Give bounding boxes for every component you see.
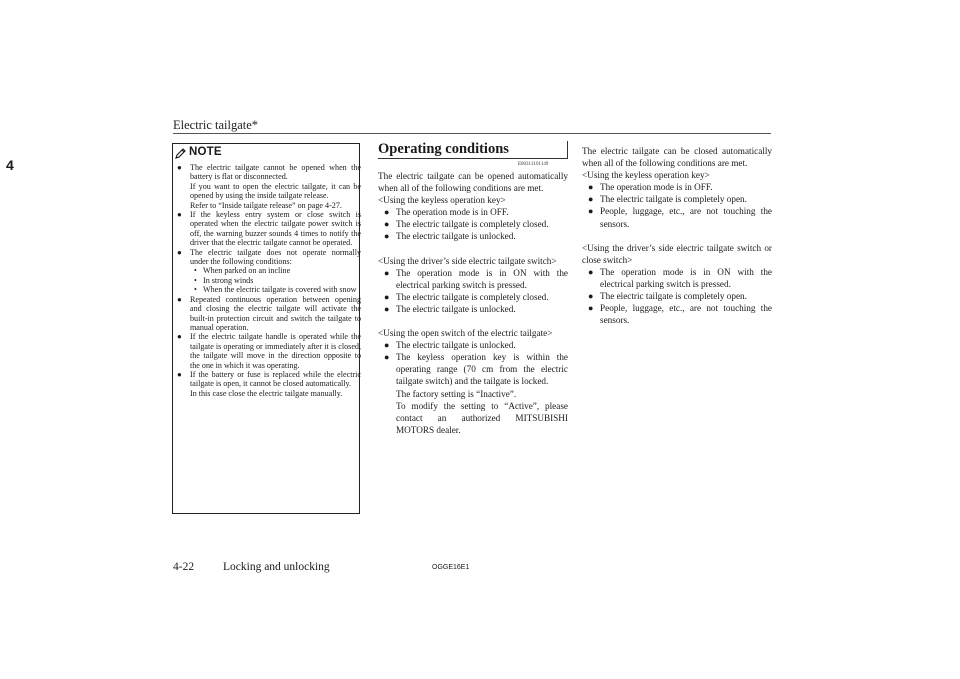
list-item — [582, 290, 772, 302]
list-item — [378, 218, 568, 230]
title-rule-end — [567, 141, 568, 158]
bullet-icon: ● — [588, 291, 594, 302]
note-subitem-text: In strong winds — [203, 275, 254, 285]
page-number: 4-22 — [173, 561, 195, 573]
list-item-text: The electric tailgate is completely closed. — [396, 219, 549, 230]
note-header — [173, 144, 222, 160]
list-item — [582, 181, 772, 193]
bullet-icon: ● — [177, 163, 182, 172]
bullet-icon: ● — [384, 219, 390, 230]
bullet-icon: ● — [588, 206, 594, 217]
note-item-text: The electric tailgate cannot be opened when the battery is flat or disconnected. If you want to open the electric tailgate, it can be opened by using the inside tailgate release. Refer to “Inside tailgate release” on page 4-27. — [190, 163, 361, 210]
note-item-text: If the battery or fuse is replaced while the electric tailgate is open, it cannot be closed automatically. In this case close the electric tailgate manually. — [190, 369, 361, 398]
list-item-text: The electric tailgate is completely closed. — [396, 291, 549, 302]
keyless-open-list — [378, 206, 568, 242]
list-item — [378, 351, 568, 436]
note-item-text: Repeated continuous operation between opening and closing the electric tailgate will activate the built-in protection circuit and switch the tailgate to manual operation. — [190, 294, 361, 332]
note-item — [177, 370, 361, 398]
bullet-icon: ● — [588, 266, 594, 277]
bullet-icon: ● — [588, 194, 594, 205]
bullet-icon: ● — [177, 247, 182, 257]
list-item-text: The electric tailgate is completely open. — [600, 194, 747, 205]
list-item — [378, 291, 568, 303]
note-subitem — [177, 285, 361, 294]
list-item — [582, 266, 772, 290]
note-item — [177, 332, 361, 370]
open-switch-list — [378, 339, 568, 436]
intro-open: The electric tailgate can be opened automatically when all of the following conditions are met. — [378, 171, 568, 194]
note-subitem — [177, 266, 361, 275]
note-box — [172, 143, 360, 514]
list-item — [378, 267, 568, 291]
bullet-icon: ● — [177, 369, 182, 379]
middle-column — [378, 170, 568, 436]
note-subitem-text: When the electric tailgate is covered with snow — [203, 285, 357, 295]
list-item — [582, 302, 772, 326]
list-item-text: The operation mode is in OFF. — [600, 182, 713, 193]
list-item-text: The operation mode is in OFF. — [396, 207, 509, 218]
bullet-icon: ● — [384, 352, 390, 363]
note-item-text: If the electric tailgate handle is operated while the tailgate is operating or immediately after it is closed, the tailgate will move in the direction opposite to the one in which it was operating. — [190, 332, 361, 370]
list-item — [378, 206, 568, 218]
header-rule — [173, 133, 771, 134]
dot-icon: • — [194, 266, 197, 276]
section-title: Electric tailgate* — [173, 118, 259, 132]
bullet-icon: ● — [384, 303, 390, 314]
title-rule — [378, 158, 568, 159]
driver-close-heading: <Using the driver’s side electric tailgate switch or close switch> — [582, 242, 772, 265]
list-item — [582, 205, 772, 229]
list-item-text: The electric tailgate is unlocked. — [396, 340, 516, 351]
note-item — [177, 248, 361, 267]
keyless-close-heading: <Using the keyless operation key> — [582, 170, 710, 181]
bullet-icon: ● — [384, 207, 390, 218]
note-item-text: The electric tailgate does not operate normally under the following conditions: — [190, 247, 361, 267]
list-item — [378, 303, 568, 315]
driver-open-heading: <Using the driver’s side electric tailgate switch> — [378, 255, 557, 266]
bullet-icon: ● — [177, 294, 182, 304]
footer-section: Locking and unlocking — [223, 561, 330, 573]
list-item-text: The keyless operation key is within the operating range (70 cm from the electric tailgate switch) and the tailgate is locked. The factory setting is “Inactive”. To modify the setting to “Active”, please contact an authorized MITSUBISHI MOTORS dealer. — [396, 352, 568, 435]
dot-icon: • — [194, 285, 197, 295]
list-item-text: People, luggage, etc., are not touching the sensors. — [600, 206, 772, 229]
open-switch-heading: <Using the open switch of the electric tailgate> — [378, 328, 553, 339]
intro-close: The electric tailgate can be closed automatically when all of the following conditions are met. — [582, 146, 772, 169]
right-column — [582, 145, 772, 326]
list-item — [582, 193, 772, 205]
footer-code: OGGE16E1 — [432, 564, 470, 571]
keyless-close-list — [582, 181, 772, 229]
list-item-text: People, luggage, etc., are not touching the sensors. — [600, 303, 772, 326]
list-item-text: The electric tailgate is unlocked. — [396, 231, 516, 242]
dot-icon: • — [194, 275, 197, 285]
driver-close-list — [582, 266, 772, 326]
chapter-tab: 4 — [6, 157, 14, 173]
document-code: E00313101149 — [518, 162, 549, 167]
bullet-icon: ● — [588, 182, 594, 193]
list-item-text: The electric tailgate is completely open. — [600, 291, 747, 302]
bullet-icon: ● — [177, 210, 182, 220]
list-item-text: The operation mode is in ON with the electrical parking switch is pressed. — [396, 267, 568, 290]
note-content — [177, 163, 361, 398]
operating-conditions-title: Operating conditions — [378, 141, 509, 157]
note-item — [177, 295, 361, 333]
bullet-icon: ● — [384, 267, 390, 278]
note-item — [177, 210, 361, 248]
list-item-text: The operation mode is in ON with the electrical parking switch is pressed. — [600, 266, 772, 289]
bullet-icon: ● — [588, 303, 594, 314]
keyless-open-heading: <Using the keyless operation key> — [378, 195, 506, 206]
bullet-icon: ● — [177, 332, 182, 342]
bullet-icon: ● — [384, 231, 390, 242]
note-subitem-text: When parked on an incline — [203, 266, 291, 276]
list-item — [378, 230, 568, 242]
list-item-text: The electric tailgate is unlocked. — [396, 303, 516, 314]
note-label: NOTE — [189, 146, 222, 158]
bullet-icon: ● — [384, 291, 390, 302]
note-item-text: If the keyless entry system or close switch is operated when the electric tailgate power switch is off, the warning buzzer sounds 4 times to notify the driver that the electric tailgate cannot be operated. — [190, 210, 361, 248]
list-item — [378, 339, 568, 351]
note-subitem — [177, 276, 361, 285]
pencil-icon — [175, 146, 187, 158]
note-item — [177, 163, 361, 210]
bullet-icon: ● — [384, 340, 390, 351]
driver-open-list — [378, 267, 568, 315]
